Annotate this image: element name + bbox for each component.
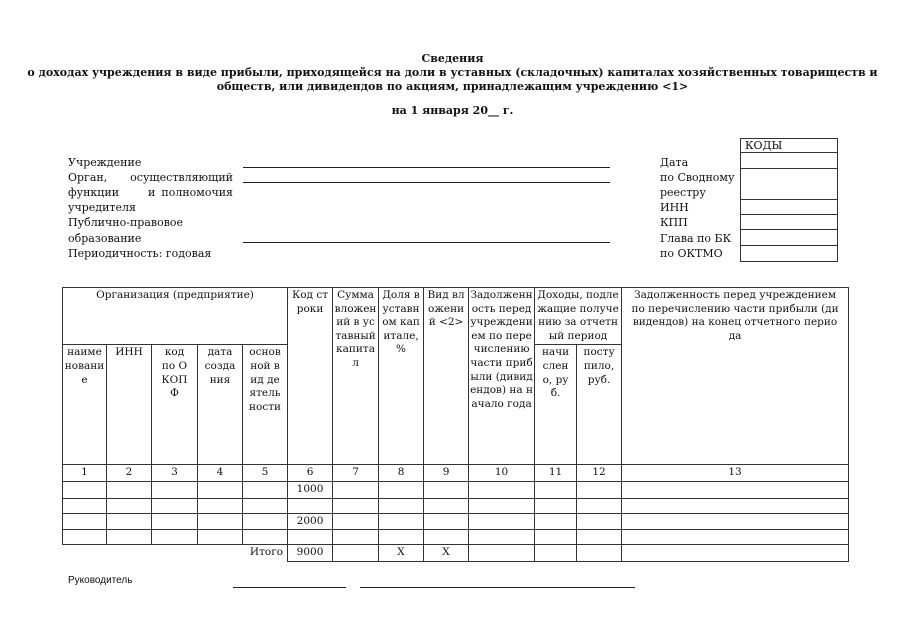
table-cell[interactable] [577,513,622,530]
glava-bk-label: Глава по БК [660,232,732,245]
code-cell-glava-bk[interactable] [741,230,838,246]
svod-reestr-label-line1: по Сводному [660,171,735,184]
org-header: Организация (предприятие) [63,288,288,345]
table-cell[interactable] [424,530,469,545]
col-accrued-header: начислено, руб. [535,345,577,465]
column-numbers-row [63,465,849,482]
table-cell[interactable] [622,513,849,530]
table-cell[interactable] [469,481,535,498]
table-cell[interactable] [424,498,469,513]
row-code-2000: 2000 [288,513,333,530]
col-number: 7 [333,465,379,482]
table-row [63,513,849,530]
table-cell[interactable] [198,530,243,545]
oktmo-label: по ОКТМО [660,247,723,260]
org-col-okopf-header: код по ОКОПФ [152,345,198,465]
table-cell[interactable] [107,498,152,513]
table-cell[interactable] [107,481,152,498]
table-cell[interactable] [535,498,577,513]
code-cell-svod-reestr[interactable] [741,169,838,200]
table-cell[interactable] [198,513,243,530]
table-cell[interactable] [152,498,198,513]
table-cell[interactable] [333,498,379,513]
organ-label-line3: учредителя [68,201,136,214]
institution-underline[interactable] [243,167,610,168]
organ-underline[interactable] [243,182,610,183]
form-title: Сведения [421,52,484,65]
table-row [63,481,849,498]
table-cell[interactable] [63,513,107,530]
table-cell[interactable] [152,530,198,545]
public-entity-underline[interactable] [243,242,610,243]
table-cell[interactable] [198,498,243,513]
table-cell[interactable] [107,530,152,545]
table-cell[interactable] [424,513,469,530]
periodicity-label: Периодичность: годовая [68,247,212,260]
table-cell[interactable] [469,513,535,530]
institution-label: Учреждение [68,156,142,169]
form-subtitle-line2: обществ, или дивидендов по акциям, принадлежащим учреждению <1> [216,80,689,93]
org-col-name-header: наименование [63,345,107,465]
total-sum-cell[interactable] [333,545,379,562]
table-cell[interactable] [469,498,535,513]
col-number: 13 [622,465,849,482]
table-cell[interactable] [198,481,243,498]
code-cell-inn[interactable] [741,200,838,215]
row-code-2000-cont [288,530,333,545]
codes-header: КОДЫ [741,139,838,153]
total-accrued-cell[interactable] [535,545,577,562]
col-number: 5 [243,465,288,482]
table-row [63,498,849,513]
org-col-date-header: дата создания [198,345,243,465]
code-cell-date[interactable] [741,153,838,169]
col-number: 10 [469,465,535,482]
col-number: 11 [535,465,577,482]
table-cell[interactable] [379,498,424,513]
table-cell[interactable] [63,530,107,545]
table-row [63,530,849,545]
col-received-header: поступило, руб. [577,345,622,465]
total-type-x: X [424,545,469,562]
total-row [63,545,849,562]
table-cell[interactable] [379,513,424,530]
organ-label-line1: Орган, осуществляющий [68,171,233,184]
col-share-header: Доля в уставном капитале, % [379,288,424,465]
row-code-1000: 1000 [288,481,333,498]
col-number: 6 [288,465,333,482]
table-cell[interactable] [577,498,622,513]
date-label: Дата [660,156,689,169]
organ-label-line2: функции и полномочия [68,186,233,199]
table-cell[interactable] [622,481,849,498]
col-number: 2 [107,465,152,482]
total-code: 9000 [288,545,333,562]
col-number: 3 [152,465,198,482]
col-number: 4 [198,465,243,482]
table-cell[interactable] [379,530,424,545]
total-received-cell[interactable] [577,545,622,562]
col-number: 9 [424,465,469,482]
table-cell[interactable] [577,530,622,545]
head-label: Руководитель [68,575,133,586]
table-cell[interactable] [63,481,107,498]
table-cell[interactable] [379,481,424,498]
table-cell[interactable] [424,481,469,498]
col-code-header: Код строки [288,288,333,465]
org-col-inn-header: ИНН [107,345,152,465]
table-cell[interactable] [63,498,107,513]
table-cell[interactable] [535,513,577,530]
table-cell[interactable] [243,513,288,530]
public-entity-label-line2: образование [68,232,142,245]
org-col-activity-header: основной вид деятельности [243,345,288,465]
report-date-line: на 1 января 20__ г. [391,104,514,117]
table-cell[interactable] [243,530,288,545]
table-cell[interactable] [333,481,379,498]
code-cell-kpp[interactable] [741,215,838,230]
table-cell[interactable] [107,513,152,530]
col-number: 1 [63,465,107,482]
main-table [62,287,849,562]
col-debt-end-header: Задолженность перед учреждением по перечислению части прибыли (дивидендов) на конец отчетного периода [622,288,849,465]
total-debt-end-cell[interactable] [622,545,849,562]
table-cell[interactable] [535,481,577,498]
table-cell[interactable] [469,530,535,545]
public-entity-label-line1: Публично-правовое [68,216,184,229]
head-signature-line[interactable] [233,587,346,588]
table-cell[interactable] [535,530,577,545]
total-label: Итого [63,545,288,562]
svod-reestr-label-line2: реестру [660,186,706,199]
col-number: 12 [577,465,622,482]
table-cell[interactable] [333,513,379,530]
col-income-header: Доходы, подлежащие получению за отчетный период [535,288,622,345]
col-type-header: Вид вложений <2> [424,288,469,465]
inn-label: ИНН [660,201,689,214]
form-title-block [20,52,885,94]
head-name-line[interactable] [360,587,635,588]
total-share-x: X [379,545,424,562]
table-cell[interactable] [622,498,849,513]
codes-table [740,138,838,262]
table-cell[interactable] [333,530,379,545]
table-cell[interactable] [243,498,288,513]
table-cell[interactable] [622,530,849,545]
total-debt-start-cell[interactable] [469,545,535,562]
form-subtitle-line1: о доходах учреждения в виде прибыли, приходящейся на доли в уставных (складочных) капиталах хозяйственных товариществ и [27,66,878,79]
col-sum-header: Сумма вложений в уставный капитал [333,288,379,465]
row-code-1000-cont [288,498,333,513]
table-cell[interactable] [243,481,288,498]
col-debt-start-header: Задолженность перед учреждением по перечислению части прибыли (дивидендов) на начало года [469,288,535,465]
code-cell-oktmo[interactable] [741,246,838,262]
table-cell[interactable] [577,481,622,498]
col-number: 8 [379,465,424,482]
table-cell[interactable] [152,481,198,498]
table-cell[interactable] [152,513,198,530]
kpp-label: КПП [660,216,688,229]
